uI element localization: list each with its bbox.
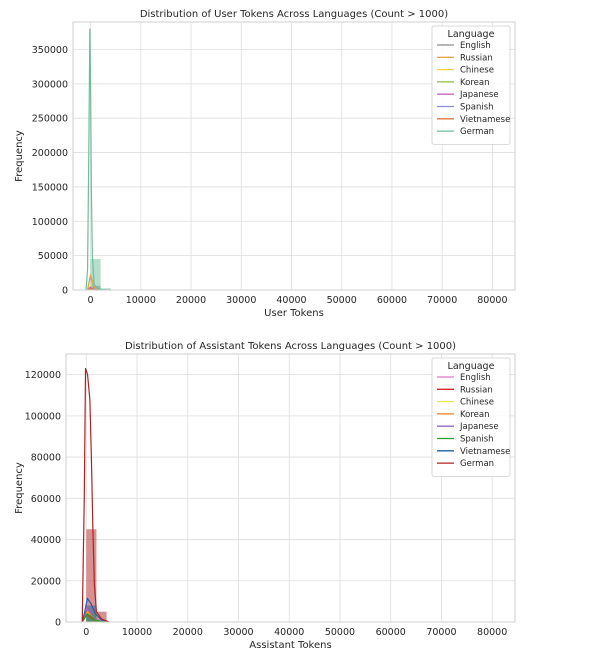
legend xyxy=(432,26,510,144)
chart-1 xyxy=(14,9,515,319)
y-tick-label: 350000 xyxy=(31,44,68,56)
x-tick-label: 80000 xyxy=(477,295,508,306)
x-tick-label: 70000 xyxy=(427,295,458,306)
y-tick-label: 300000 xyxy=(31,79,68,91)
x-tick-label: 10000 xyxy=(121,627,153,638)
legend-label: Japanese xyxy=(460,422,499,433)
x-tick-label: 30000 xyxy=(226,295,257,306)
legend-title: Language xyxy=(447,361,495,372)
x-axis-label: Assistant Tokens xyxy=(249,640,332,651)
x-tick-label: 50000 xyxy=(324,627,356,638)
legend-label: Russian xyxy=(460,53,493,64)
legend-label: Spanish xyxy=(460,434,494,445)
y-tick-label: 0 xyxy=(54,617,61,629)
x-tick-label: 60000 xyxy=(376,295,408,306)
legend-label: English xyxy=(460,41,491,51)
legend-label: Chinese xyxy=(460,397,494,408)
legend-label: English xyxy=(460,373,491,383)
y-tick-label: 80000 xyxy=(30,452,61,464)
y-tick-label: 120000 xyxy=(24,370,61,382)
x-tick-label: 10000 xyxy=(125,295,156,306)
legend-label: Chinese xyxy=(460,65,494,76)
x-axis-label: User Tokens xyxy=(264,308,324,319)
y-tick-label: 200000 xyxy=(31,148,68,160)
x-tick-label: 0 xyxy=(83,627,90,638)
y-tick-label: 150000 xyxy=(31,182,68,194)
x-tick-label: 50000 xyxy=(326,295,357,306)
legend-label: Korean xyxy=(460,77,490,88)
legend xyxy=(432,358,510,476)
y-tick-label: 40000 xyxy=(30,535,61,547)
legend-label: Korean xyxy=(460,409,490,420)
x-tick-label: 30000 xyxy=(223,627,254,638)
legend-label: Spanish xyxy=(460,102,494,113)
y-tick-label: 60000 xyxy=(30,493,61,505)
x-tick-label: 60000 xyxy=(375,627,406,638)
x-tick-label: 40000 xyxy=(276,295,307,306)
x-tick-label: 20000 xyxy=(172,627,203,638)
legend-label: Vietnamese xyxy=(460,446,511,457)
legend-label: Japanese xyxy=(460,90,499,101)
x-tick-label: 40000 xyxy=(274,627,305,638)
y-tick-label: 100000 xyxy=(24,411,61,423)
y-axis-label: Frequency xyxy=(14,462,25,514)
x-tick-label: 80000 xyxy=(477,627,508,638)
x-tick-label: 20000 xyxy=(175,295,207,306)
y-tick-label: 50000 xyxy=(37,251,68,263)
legend-label: Russian xyxy=(460,385,493,396)
y-tick-label: 100000 xyxy=(31,216,68,228)
chart-title: Distribution of Assistant Tokens Across Languages (Count > 1000) xyxy=(124,341,457,352)
legend-label: German xyxy=(460,127,495,138)
y-tick-label: 250000 xyxy=(31,113,68,125)
chart-title: Distribution of User Tokens Across Languages (Count > 1000) xyxy=(139,9,449,20)
y-tick-label: 20000 xyxy=(30,576,61,588)
y-tick-label: 0 xyxy=(61,285,68,297)
x-tick-label: 0 xyxy=(87,295,94,306)
chart-2 xyxy=(14,341,515,651)
x-tick-label: 70000 xyxy=(426,627,457,638)
legend-label: German xyxy=(460,459,495,470)
legend-title: Language xyxy=(447,29,495,40)
y-axis-label: Frequency xyxy=(14,130,25,182)
legend-label: Vietnamese xyxy=(460,114,511,125)
